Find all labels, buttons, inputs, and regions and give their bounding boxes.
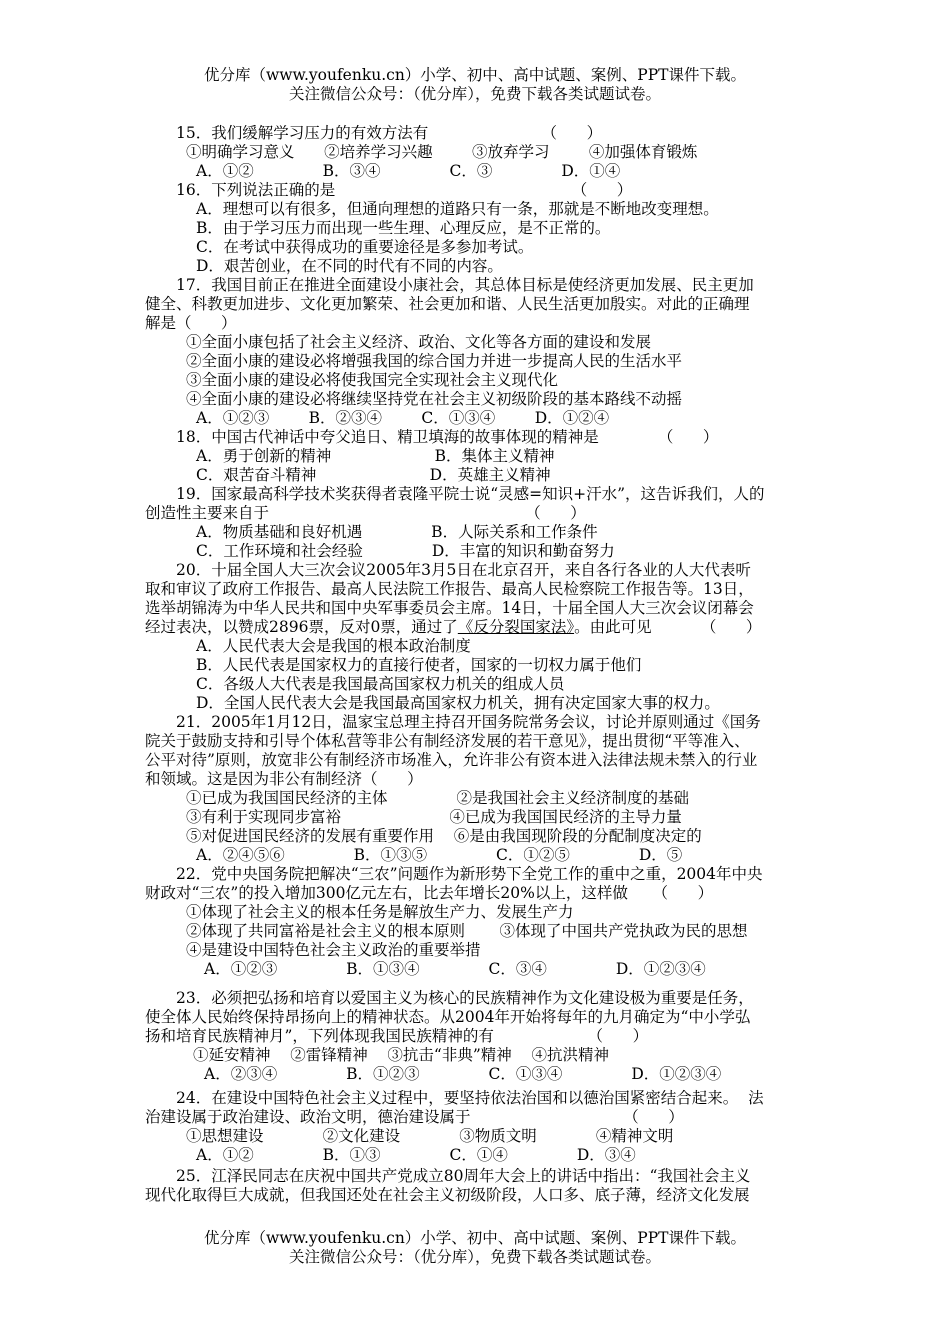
q18-options-cd: C．艰苦奋斗精神 D．英雄主义精神 (196, 466, 551, 484)
q22-options: A．①②③ B．①③④ C．③④ D．①②③④ (204, 960, 706, 978)
q23-stem-1: 23．必须把弘扬和培育以爱国主义为核心的民族精神作为文化建设极为重要是任务， (176, 989, 754, 1007)
header-line-1: 优分库（www.youfenku.cn）小学、初中、高中试题、案例、PPT课件下载。 (203, 66, 747, 84)
q20-law-name: 《反分裂国家法》 (457, 618, 575, 636)
q20-option-c: C．各级人大代表是我国最高国家权力机关的组成人员 (196, 675, 565, 693)
q25-stem-2: 现代化取得巨大成就，但我国还处在社会主义初级阶段，人口多、底子薄，经济文化发展 (145, 1186, 750, 1204)
q18-stem: 18．中国古代神话中夸父追日、精卫填海的故事体现的精神是 （ ） (176, 428, 719, 446)
q17-options: A．①②③ B．②③④ C．①③④ D．①②④ (196, 409, 610, 427)
q15-items: ①明确学习意义 ②培养学习兴趣 ③放弃学习 ④加强体育锻炼 (186, 143, 698, 161)
q18-options-ab: A．勇于创新的精神 B．集体主义精神 (196, 447, 555, 465)
q16-option-b: B．由于学习压力而出现一些生理、心理反应，是不正常的。 (196, 219, 611, 237)
q21-items-12: ①已成为我国国民经济的主体 ②是我国社会主义经济制度的基础 (186, 789, 689, 807)
q16-option-d: D．艰苦创业，在不同的时代有不同的内容。 (196, 257, 503, 275)
q23-options: A．②③④ B．①②③ C．①③④ D．①②③④ (204, 1065, 722, 1083)
q20-stem-3: 选举胡锦涛为中华人民共和国中央军事委员会主席。14日，十届全国人大三次会议闭幕会 (145, 599, 754, 617)
q17-stem-2: 健全、科教更加进步、文化更加繁荣、社会更加和谐、人民生活更加殷实。对此的正确理 (145, 295, 750, 313)
q16-option-c: C．在考试中获得成功的重要途径是多参加考试。 (196, 238, 534, 256)
q17-stem-3: 解是（ ） (145, 314, 237, 332)
q17-stem-1: 17．我国目前正在推进全面建设小康社会，其总体目标是使经济更加发展、民主更加 (176, 276, 754, 294)
q21-stem-3: 公平对待”原则，放宽非公有制经济市场准入，允许非公有资本进入法律法规未禁入的行业 (145, 751, 758, 769)
q22-items-23: ②体现了共同富裕是社会主义的根本原则 ③体现了中国共产党执政为民的思想 (186, 922, 748, 940)
q19-options-ab: A．物质基础和良好机遇 B．人际关系和工作条件 (196, 523, 598, 541)
q16-stem: 16．下列说法正确的是 （ ） (176, 181, 633, 199)
q22-stem-2: 财政对“三农”的投入增加300亿元左右，比去年增长20%以上，这样做 （ ） (145, 884, 714, 902)
footer-line-1: 优分库（www.youfenku.cn）小学、初中、高中试题、案例、PPT课件下载。 (203, 1229, 747, 1247)
q20-stem-1: 20．十届全国人大三次会议2005年3月5日在北京召开，来自各行各业的人大代表听 (176, 561, 751, 579)
q22-stem-1: 22．党中央国务院把解决“三农”问题作为新形势下全党工作的重中之重，2004年中央 (176, 865, 763, 883)
q21-stem-1: 21．2005年1月12日，温家宝总理主持召开国务院常务会议，讨论并原则通过《国务 (176, 713, 761, 731)
q20-stem-4 (145, 618, 761, 637)
q15-options: A．①② B．③④ C．③ D．①④ (196, 162, 621, 180)
q23-stem-2: 使全体人民始终保持昂扬向上的精神状态。从2004年开始将每年的九月确定为“中小学弘 (145, 1008, 751, 1026)
q19-stem-1: 19．国家最高科学技术奖获得者袁隆平院士说“灵感=知识+汗水”，这告诉我们，人的 (176, 485, 765, 503)
q21-items-34: ③有利于实现同步富裕 ④已成为我国国民经济的主导力量 (186, 808, 682, 826)
q22-item-1: ①体现了社会主义的根本任务是解放生产力、发展生产力 (186, 903, 574, 921)
q24-stem-1: 24．在建设中国特色社会主义过程中，要坚持依法治国和以德治国紧密结合起来。 法 (176, 1089, 764, 1107)
q21-items-56: ⑤对促进国民经济的发展有重要作用 ⑥是由我国现阶段的分配制度决定的 (186, 827, 702, 845)
q24-items: ①思想建设 ②文化建设 ③物质文明 ④精神文明 (186, 1127, 674, 1145)
q17-item-2: ②全面小康的建设必将增强我国的综合国力并进一步提高人民的生活水平 (186, 352, 683, 370)
q24-stem-2: 治建设属于政治建设、政治文明，德治建设属于 （ ） (145, 1108, 684, 1126)
q25-stem-1: 25．江泽民同志在庆祝中国共产党成立80周年大会上的讲话中指出：“我国社会主义 (176, 1167, 751, 1185)
q20-option-a: A．人民代表大会是我国的根本政治制度 (196, 637, 471, 655)
q21-options: A．②④⑤⑥ B．①③⑤ C．①②⑤ D．⑤ (196, 846, 683, 864)
q24-options: A．①② B．①③ C．①④ D．③④ (196, 1146, 636, 1164)
q20-stem-2: 取和审议了政府工作报告、最高人民法院工作报告、最高人民检察院工作报告等。13日， (145, 580, 754, 598)
q21-stem-4: 和领域。这是因为非公有制经济（ ） (145, 770, 423, 788)
q21-stem-2: 院关于鼓励支持和引导个体私营等非公有制经济发展的若干意见》，提出贯彻“平等准入、 (145, 732, 750, 750)
q17-item-4: ④全面小康的建设必将继续坚持党在社会主义初级阶段的基本路线不动摇 (186, 390, 683, 408)
q20-stem-4-tail: 。由此可见 （ ） (574, 618, 762, 636)
q23-stem-3: 扬和培育民族精神月”，下列体现我国民族精神的有 （ ） (145, 1027, 649, 1045)
q20-option-d: D．全国人民代表大会是我国最高国家权力机关，拥有决定国家大事的权力。 (196, 694, 720, 712)
footer-line-2: 关注微信公众号：（优分库），免费下载各类试题试卷。 (288, 1248, 661, 1266)
header-line-2: 关注微信公众号：（优分库），免费下载各类试题试卷。 (288, 85, 661, 103)
q23-items: ①延安精神 ②雷锋精神 ③抗击“非典”精神 ④抗洪精神 (193, 1046, 609, 1064)
q20-stem-4-text: 经过表决，以赞成2896票，反对0票，通过了 (145, 618, 458, 636)
q15-stem: 15．我们缓解学习压力的有效方法有 （ ） (176, 124, 603, 142)
q19-stem-2: 创造性主要来自于 （ ） (145, 504, 586, 522)
q19-options-cd: C．工作环境和社会经验 D．丰富的知识和勤奋努力 (196, 542, 615, 560)
q20-option-b: B．人民代表是国家权力的直接行使者，国家的一切权力属于他们 (196, 656, 642, 674)
q17-item-3: ③全面小康的建设必将使我国完全实现社会主义现代化 (186, 371, 559, 389)
q22-item-4: ④是建设中国特色社会主义政治的重要举措 (186, 941, 481, 959)
q16-option-a: A．理想可以有很多，但通向理想的道路只有一条，那就是不断地改变理想。 (196, 200, 719, 218)
q17-item-1: ①全面小康包括了社会主义经济、政治、文化等各方面的建设和发展 (186, 333, 652, 351)
